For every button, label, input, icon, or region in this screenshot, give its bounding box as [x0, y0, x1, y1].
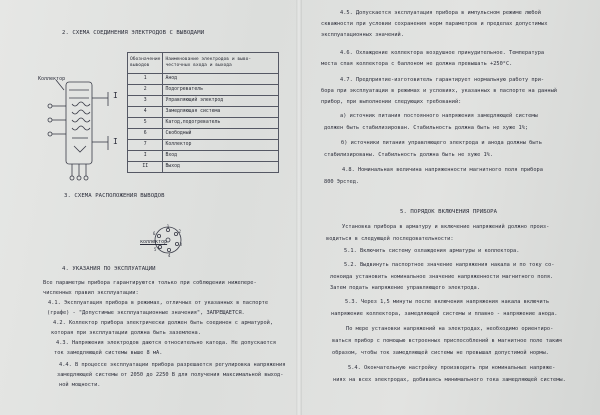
section5-line: ваться прибор с помощью встроенных приспособлений в магнитное поле таким — [332, 338, 562, 344]
svg-text:1: 1 — [166, 224, 170, 229]
right-line: скважности при условии сохранения норм параметров и пределах допустимых — [321, 21, 548, 27]
table-row: 5 Катод,подогреватель — [128, 118, 279, 129]
right-line: стабилизированы. Стабильность должна быть не хуже 1%. — [324, 152, 494, 158]
svg-text:2: 2 — [178, 229, 181, 234]
section5-title: 5. ПОРЯДОК ВКЛЮЧЕНИЯ ПРИБОРА — [400, 209, 498, 215]
section4-title: 4. УКАЗАНИЯ ПО ЭКСПЛУАТАЦИИ — [62, 266, 156, 272]
table-row: I Вход — [128, 151, 279, 162]
svg-text:4: 4 — [168, 253, 171, 258]
section4-line: численных правил эксплуатации: — [43, 290, 139, 296]
section4-line: Все параметры прибора гарантируются только при соблюдении нижепере- — [43, 280, 257, 286]
schematic-tube-envelope — [66, 82, 92, 164]
section4-line: (графе) - "Допустимые эксплуатационные значения", ЗАПРЕЩАЕТСЯ. — [47, 310, 245, 316]
section2-title: 2. СХЕМА СОЕДИНЕНИЯ ЭЛЕКТРОДОВ С ВЫВОДАМИ — [62, 30, 205, 36]
section5-line: 5.2. Выдвинуть паспортное значение напряжения накала и по току со- — [344, 262, 555, 268]
table-row: 1 Анод — [128, 74, 279, 85]
section4-line: 4.2. Коллектор прибора электрически должен быть соединен с арматурой, — [53, 320, 274, 326]
right-line: 800 Эрстед. — [324, 179, 360, 185]
right-line: б) источники питания управляющего электрода и анода должны быть — [341, 140, 542, 146]
section4-line: 4.4. В процессе эксплуатации прибора разрешается регулировка напряжения — [59, 362, 286, 368]
table-header-row — [128, 53, 279, 74]
section4-line: ток замедляющей системы выше 8 мА. — [54, 350, 163, 356]
section5-line: образом, чтобы ток замедляющей системы не превышал допустимой нормы. — [332, 350, 549, 356]
electrode-schematic — [28, 76, 124, 188]
header-designation: Обозначение выводов — [128, 53, 163, 74]
right-line: прибор, при выполнении следующих требований: — [321, 99, 462, 105]
section5-line: ниях на всех электродах, добиваясь минимального тока замедляющей системы. — [333, 377, 566, 383]
right-line: должен быть стабилизирован. Стабильность должна быть не хуже 1%; — [324, 125, 529, 131]
right-line: 4.5. Допускается эксплуатация прибора в импульсном режиме любой — [340, 10, 541, 16]
section5-line: 5.4. Окончательную настройку производить при номинальных напряже- — [348, 365, 556, 371]
section4-line: ной мощности. — [59, 382, 101, 388]
section5-line: леноида установить номинальное значение напряженности магнитного поля. — [330, 274, 554, 280]
svg-text:5: 5 — [154, 247, 157, 252]
section5-line: 5.3. Через 1,5 минуты после включения напряжения накала включить — [345, 299, 550, 305]
section4-line: которая при эксплуатации должна быть заземлена. — [51, 330, 201, 336]
table-row: 6 Свободный — [128, 129, 279, 140]
section4-line: 4.1. Эксплуатация прибора в режимах, отличных от указанных в паспорте — [48, 300, 269, 306]
table-row: 2 Подогреватель — [128, 85, 279, 96]
header-electrode-name: Наименование электродов и выво- честочных входа и выхода — [163, 53, 279, 74]
svg-text:6: 6 — [153, 231, 156, 236]
schematic-label-output: I — [113, 137, 118, 146]
table-row: 3 Управляющий электрод — [128, 96, 279, 107]
right-line: места спая коллектора с баллоном не должна превышать +250°С. — [321, 61, 513, 67]
section4-line: 4.3. Напряжения электродов даются относительно катода. Не допускается — [56, 340, 277, 346]
table-row: 7 Коллектор — [128, 140, 279, 151]
right-line: 4.8. Номинальная величина напряженности магнитного поля прибора — [342, 167, 543, 173]
right-line: 4.6. Охлаждение коллектора воздушное принудительное. Температура — [340, 50, 545, 56]
svg-text:3: 3 — [179, 242, 182, 247]
section5-line: водиться в следующей последовательности: — [326, 236, 454, 242]
page-fold — [296, 0, 302, 415]
right-line: а) источник питания постоянного напряжения замедляющей системы — [340, 113, 538, 119]
section5-line: Затем подать напряжение управляющего электрода. — [330, 285, 480, 291]
section5-line: По мере установки напряжений на электродах, необходимо ориентиро- — [346, 326, 554, 332]
schematic-label-collector: Коллектор — [38, 76, 66, 82]
table-row: II Выход — [128, 162, 279, 173]
schematic-label-input: I — [113, 91, 118, 100]
section4-line: замедляющей системы от 2050 до 2250 В для получения максимальной выход- — [57, 372, 284, 378]
right-line: эксплуатационных значений. — [321, 32, 404, 38]
electrode-pin-table — [127, 52, 279, 173]
pin-layout-label-collector: коллектор — [140, 239, 168, 245]
right-line: 4.7. Предприятие-изготовитель гарантирует нормальную работу при- — [340, 77, 545, 83]
section5-line: напряжение коллектора, замедляющей системы и плавно - напряжение анода. — [331, 311, 558, 317]
section5-line: 5.1. Включить систему охлаждения арматуры и коллектора. — [344, 248, 520, 254]
right-line: бора при эксплуатации в режимах и условиях, указанных в паспорте на данный — [321, 88, 557, 94]
section5-line: Установка прибора в арматуру и включение напряжений должно произ- — [342, 224, 550, 230]
table-row: 4 Замедляющая система — [128, 107, 279, 118]
section3-title: 3. СХЕМА РАСПОЛОЖЕНИЯ ВЫВОДОВ — [64, 193, 165, 199]
